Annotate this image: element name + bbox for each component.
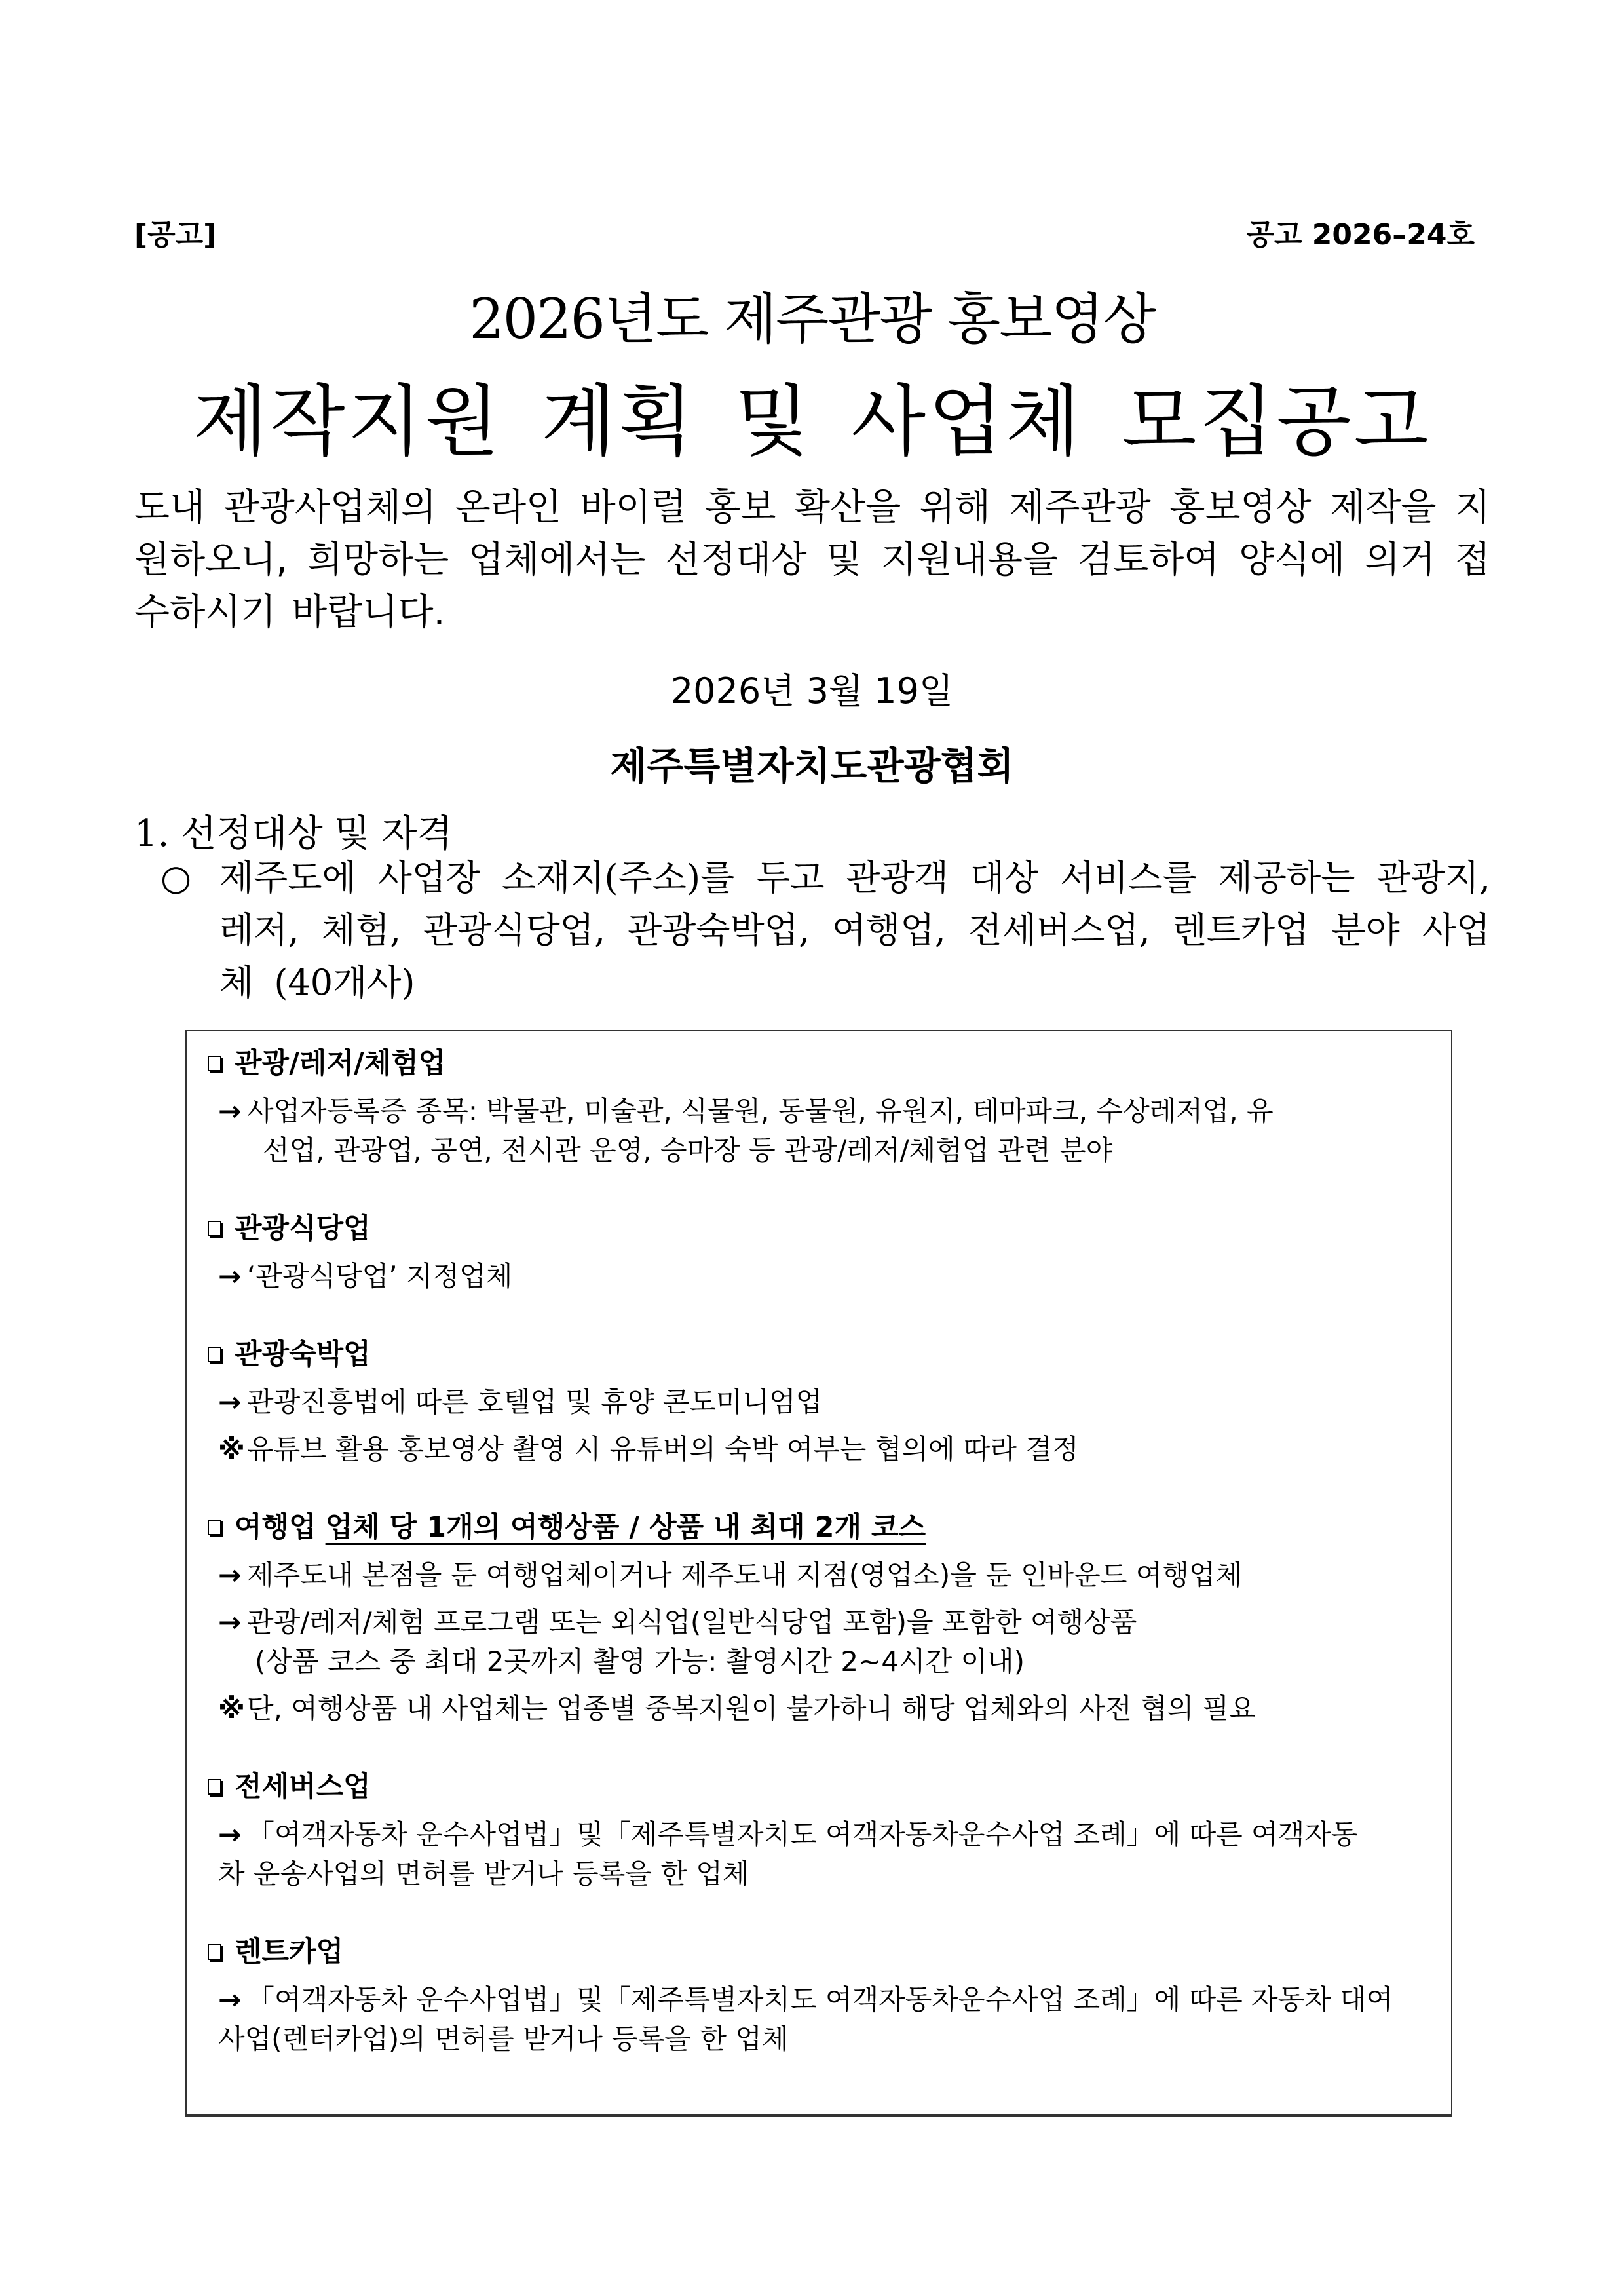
section-1-body	[161, 852, 1490, 1009]
organization-name: 제주특별자치도관광협회	[610, 744, 1014, 788]
category-title	[202, 1334, 1431, 1375]
arrow-right-icon: →	[218, 1260, 242, 1292]
item-text: 「여객자동차 운수사업법」및「제주특별자치도 여객자동차운수사업 조례」에 따른 자동차 대여	[247, 1983, 1393, 2016]
item-text-continued: 사업(렌터카업)의 면허를 받거나 등록을 한 업체	[218, 2023, 789, 2055]
item-text: 「여객자동차 운수사업법」및「제주특별자치도 여객자동차운수사업 조례」에 따른 여객자동	[247, 1818, 1358, 1850]
arrow-item	[202, 1383, 1431, 1422]
section-1-title: 1. 선정대상 및 자격	[134, 813, 453, 855]
arrow-right-icon: →	[218, 1559, 242, 1591]
arrow-right-icon: →	[218, 1983, 242, 2016]
title-line-1: 2026년도 제주관광 홍보영상	[469, 287, 1155, 351]
arrow-item	[202, 1980, 1431, 2059]
notice-label: [공고]	[134, 218, 217, 252]
arrow-right-icon: →	[218, 1095, 242, 1127]
category-tourism-leisure	[202, 1043, 1431, 1170]
category-label: 관광식당업	[235, 1212, 371, 1245]
circle-bullet-icon: ○	[161, 857, 192, 898]
item-text-continued: 선업, 관광업, 공연, 전시관 운영, 승마장 등 관광/레저/체험업 관련 분야	[263, 1134, 1113, 1166]
arrow-item	[202, 1815, 1431, 1894]
category-label: 여행업	[235, 1511, 316, 1544]
category-label: 관광/레저/체험업	[235, 1047, 446, 1080]
intro-paragraph: 도내 관광사업체의 온라인 바이럴 홍보 확산을 위해 제주관광 홍보영상 제작을 지원하오니, 희망하는 업체에서는 선정대상 및 지원내용을 검토하여 양식에 의거 접수하시기 바랍니다.	[134, 486, 1490, 634]
category-tourist-accommodation	[202, 1334, 1431, 1469]
item-text-continued: 차 운송사업의 면허를 받거나 등록을 한 업체	[218, 1858, 749, 1890]
notice-number: 공고 2026–24호	[1246, 218, 1475, 252]
category-label: 관광숙박업	[235, 1338, 371, 1371]
category-tourist-restaurant	[202, 1208, 1431, 1296]
category-label: 전세버스업	[235, 1770, 371, 1803]
title-line-2: 제작지원 계획 및 사업체 모집공고	[193, 376, 1431, 467]
note-item	[202, 1430, 1431, 1469]
arrow-item	[202, 1092, 1431, 1170]
item-text: 사업자등록증 종목: 박물관, 미술관, 식물원, 동물원, 유원지, 테마파크, 수상레저업, 유	[247, 1095, 1274, 1127]
item-text: 제주도내 본점을 둔 여행업체이거나 제주도내 지점(영업소)을 둔 인바운드 여행업체	[247, 1559, 1243, 1591]
checkbox-square-icon	[208, 1056, 221, 1071]
item-text: 관광진흥법에 따른 호텔업 및 휴양 콘도미니엄업	[247, 1386, 823, 1418]
arrow-item	[202, 1603, 1431, 1681]
arrow-item	[202, 1257, 1431, 1296]
notice-date: 2026년 3월 19일	[670, 670, 954, 712]
item-text: ‘관광식당업’ 지정업체	[247, 1260, 513, 1292]
category-title	[202, 1932, 1431, 1972]
checkbox-square-icon	[208, 1779, 221, 1795]
note-text: 단, 여행상품 내 사업체는 업종별 중복지원이 불가하니 해당 업체와의 사전 협의 필요	[247, 1693, 1256, 1725]
section-1-text: 제주도에 사업장 소재지(주소)를 두고 관광객 대상 서비스를 제공하는 관광지, 레저, 체험, 관광식당업, 관광숙박업, 여행업, 전세버스업, 렌트카업 분야 사업체 (40개사)	[219, 857, 1490, 1003]
checkbox-square-icon	[208, 1221, 221, 1236]
category-charter-bus	[202, 1767, 1431, 1894]
note-item	[202, 1689, 1431, 1729]
eligibility-box	[185, 1030, 1452, 2117]
reference-mark-icon: ※	[218, 1693, 245, 1725]
category-travel-agency	[202, 1507, 1431, 1729]
arrow-right-icon: →	[218, 1818, 242, 1850]
category-rent-a-car	[202, 1932, 1431, 2059]
arrow-item	[202, 1556, 1431, 1595]
checkbox-square-icon	[208, 1944, 221, 1960]
note-text: 유튜브 활용 홍보영상 촬영 시 유튜버의 숙박 여부는 협의에 따라 결정	[247, 1433, 1079, 1465]
category-label: 렌트카업	[235, 1936, 344, 1968]
category-title	[202, 1767, 1431, 1807]
reference-mark-icon: ※	[218, 1433, 245, 1465]
category-title	[202, 1507, 1431, 1548]
item-text-continued: (상품 코스 중 최대 2곳까지 촬영 가능: 촬영시간 2~4시간 이내)	[255, 1645, 1025, 1677]
item-text: 관광/레저/체험 프로그램 또는 외식업(일반식당업 포함)을 포함한 여행상품	[247, 1606, 1137, 1638]
category-title	[202, 1208, 1431, 1249]
checkbox-square-icon	[208, 1520, 221, 1535]
checkbox-square-icon	[208, 1347, 221, 1362]
arrow-right-icon: →	[218, 1386, 242, 1418]
category-title	[202, 1043, 1431, 1084]
arrow-right-icon: →	[218, 1606, 242, 1638]
category-condition: 업체 당 1개의 여행상품 / 상품 내 최대 2개 코스	[325, 1511, 926, 1544]
